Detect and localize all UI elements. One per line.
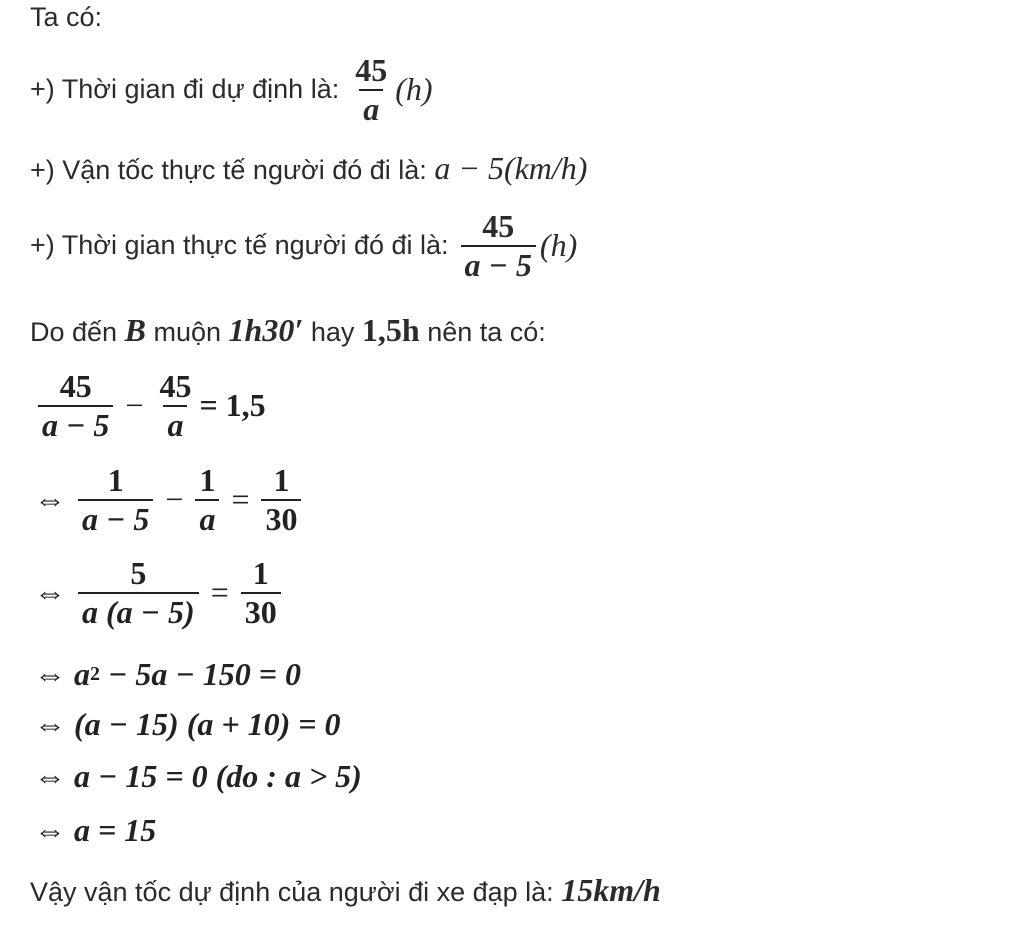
- fraction-denominator: a: [163, 405, 187, 444]
- minus-sign: −: [165, 481, 184, 518]
- fraction-denominator: a (a − 5): [78, 592, 199, 631]
- equivalence-symbol: ⇔: [34, 812, 66, 848]
- equation-4: [34, 656, 301, 693]
- actual-speed-expr: a − 5(km/h): [434, 150, 588, 186]
- fraction-denominator: a: [195, 499, 219, 538]
- unit-hours: (h): [539, 227, 578, 264]
- equation-1: [34, 368, 266, 444]
- exponent: 2: [90, 663, 100, 685]
- equation-5: [34, 706, 340, 743]
- actual-speed-label: +) Vận tốc thực tế người đó đi là:: [30, 155, 427, 185]
- late-prefix: Do đến: [30, 317, 118, 347]
- fraction: [155, 368, 195, 444]
- equivalence-symbol: ⇔: [34, 481, 66, 518]
- equivalence-symbol: ⇔: [34, 758, 66, 794]
- fraction: [78, 462, 153, 538]
- planned-time-fraction: [351, 52, 391, 128]
- fraction-denominator: a − 5: [461, 245, 536, 284]
- minus-sign: −: [125, 387, 144, 424]
- late-suffix: nên ta có:: [427, 317, 546, 347]
- fraction-numerator: 45: [159, 368, 192, 404]
- variable-a: a: [74, 656, 90, 692]
- equals-sign: =: [210, 574, 229, 611]
- equation-3: [34, 555, 285, 631]
- fraction-numerator: 1: [273, 462, 290, 498]
- fraction-numerator: 5: [130, 555, 147, 591]
- equivalence-symbol: ⇔: [34, 706, 66, 742]
- late-or: hay: [310, 317, 355, 347]
- equation-rhs: = 1,5: [199, 387, 266, 424]
- intro-text: Ta có:: [30, 2, 103, 32]
- equation-6: [34, 758, 362, 795]
- fraction-denominator: 30: [261, 499, 301, 538]
- unit-hours: (h): [395, 71, 433, 108]
- equation-7: [34, 812, 156, 849]
- conclusion-value: 15km/h: [561, 872, 661, 908]
- actual-time-fraction: [461, 208, 536, 284]
- fraction: [38, 368, 113, 444]
- fraction-denominator: a − 5: [38, 405, 113, 444]
- fraction-numerator: 1: [107, 462, 124, 498]
- actual-speed-line: [30, 150, 587, 187]
- fraction-denominator: a: [359, 89, 383, 128]
- planned-time-line: [30, 52, 433, 128]
- fraction-numerator: 45: [59, 368, 92, 404]
- equals-sign: =: [231, 481, 250, 518]
- fraction-denominator: a − 5: [78, 499, 153, 538]
- late-mid: muộn: [153, 317, 221, 347]
- conclusion-text: Vậy vận tốc dự định của người đi xe đạp là:: [30, 877, 554, 907]
- equation-2: [34, 462, 305, 538]
- equation-expr: (a − 15) (a + 10) = 0: [74, 706, 341, 742]
- fraction-numerator: 1: [252, 555, 269, 591]
- fraction-numerator: 45: [355, 52, 388, 88]
- equivalence-symbol: ⇔: [34, 574, 66, 611]
- late-time-decimal: 1,5h: [361, 312, 420, 348]
- fraction: [195, 462, 219, 538]
- equation-rest: − 5a − 150 = 0: [100, 656, 302, 692]
- planned-time-label: +) Thời gian đi dự định là:: [30, 74, 340, 105]
- fraction: [241, 555, 281, 631]
- point-b: B: [124, 312, 146, 348]
- fraction-denominator: 30: [241, 592, 281, 631]
- fraction: [78, 555, 199, 631]
- fraction: [261, 462, 301, 538]
- late-arrival-line: [30, 312, 546, 349]
- fraction-numerator: 45: [482, 208, 515, 244]
- late-time: 1h30′: [228, 312, 304, 348]
- fraction-numerator: 1: [199, 462, 216, 498]
- equation-expr: a = 15: [74, 812, 157, 848]
- actual-time-label: +) Thời gian thực tế người đó đi là:: [30, 230, 449, 261]
- actual-time-line: [30, 208, 577, 284]
- conclusion-line: [30, 872, 661, 909]
- equation-expr: a − 15 = 0 (do : a > 5): [74, 758, 362, 794]
- equivalence-symbol: ⇔: [34, 656, 66, 692]
